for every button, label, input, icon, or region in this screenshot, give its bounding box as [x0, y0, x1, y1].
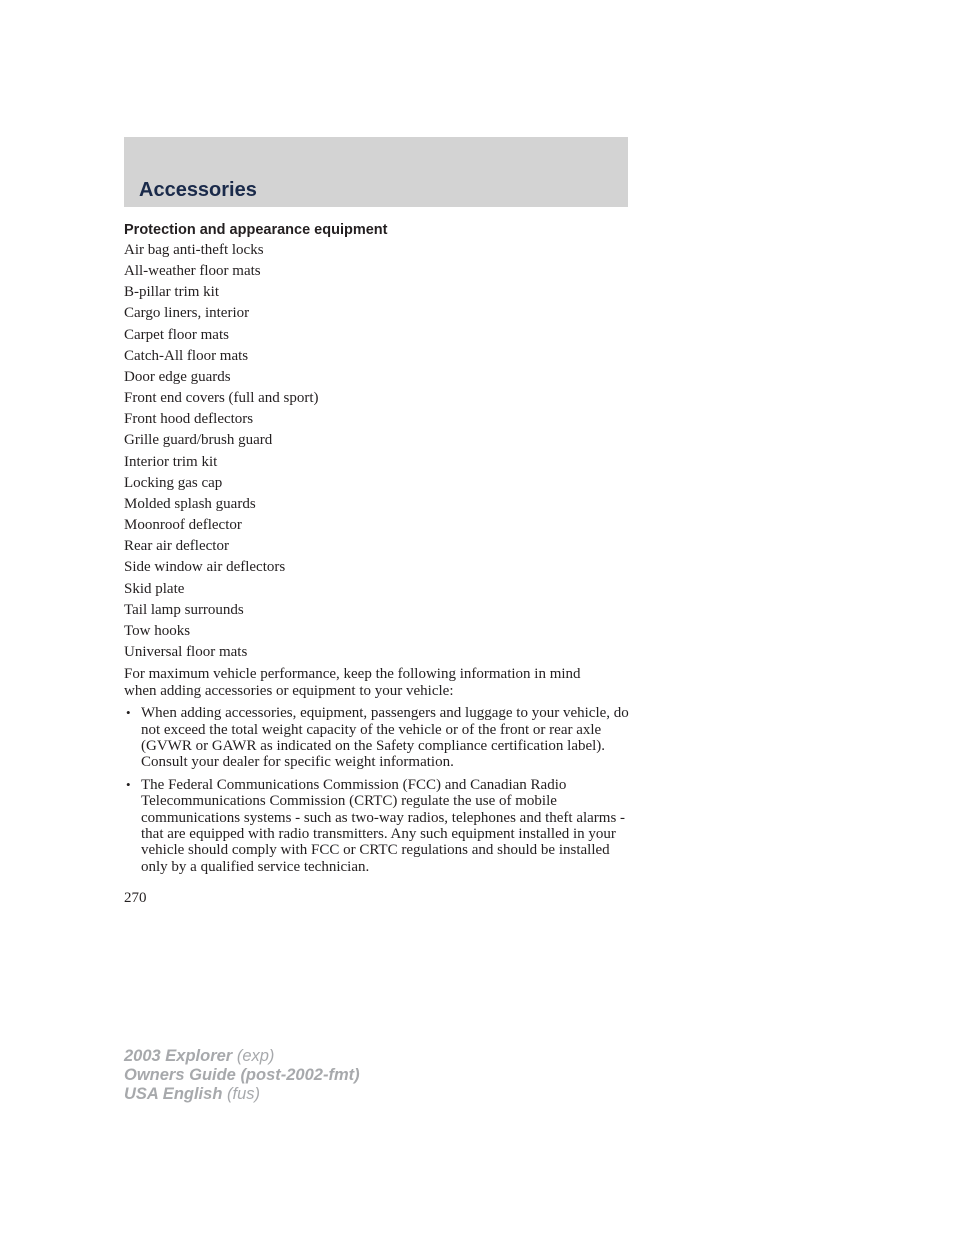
list-item: All-weather floor mats: [124, 263, 261, 280]
list-item: Skid plate: [124, 580, 185, 597]
footer-language: USA English: [124, 1085, 223, 1103]
bullet-text: The Federal Communications Commission (FCC) and Canadian Radio Telecommunications Commission (CRTC) regulate the use of mobile communications systems - such as two-way radios, telephones and theft alarms - that are equipped with radio transmitters. Any such equipment installed in your vehicle should comply with FCC or CRTC regulations and should be installed only by a qualified service technician.: [141, 776, 626, 875]
accessory-list: [124, 240, 628, 663]
list-item: Cargo liners, interior: [124, 305, 250, 322]
footer-model-code: (exp): [236, 1047, 275, 1065]
page-number: 270: [124, 890, 147, 907]
list-item: Universal floor mats: [124, 643, 248, 660]
list-item: Locking gas cap: [124, 474, 223, 491]
page-content: [124, 220, 628, 907]
list-item: Tail lamp surrounds: [124, 601, 244, 618]
footer-language-code: (fus): [227, 1085, 260, 1103]
bullet-list: [124, 705, 628, 875]
list-item: Tow hooks: [124, 622, 191, 639]
list-item: Front hood deflectors: [124, 411, 254, 428]
section-heading: Protection and appearance equipment: [124, 222, 388, 238]
list-item: B-pillar trim kit: [124, 284, 219, 301]
bullet-item: [124, 777, 631, 875]
section-header-band: [124, 137, 628, 207]
footer-line-1: [124, 1047, 360, 1066]
bullet-item: [124, 705, 631, 771]
list-item: Carpet floor mats: [124, 326, 229, 343]
intro-paragraph: For maximum vehicle performance, keep the following information in mind when adding accessories or equipment to your vehicle:: [124, 666, 581, 699]
list-item: Interior trim kit: [124, 453, 218, 470]
list-item: Moonroof deflector: [124, 517, 242, 534]
bullet-text: When adding accessories, equipment, passengers and luggage to your vehicle, do not exceed the total weight capacity of the vehicle or of the front or rear axle (GVWR or GAWR as indicated on the Safety compliance certification label). Consult your dealer for specific weight information.: [141, 705, 629, 771]
list-item: Grille guard/brush guard: [124, 432, 273, 449]
footer-model: 2003 Explorer: [124, 1047, 233, 1065]
footer-line-2: [124, 1066, 360, 1085]
list-item: Front end covers (full and sport): [124, 390, 319, 407]
list-item: Rear air deflector: [124, 538, 229, 555]
footer-guide: Owners Guide (post-2002-fmt): [124, 1066, 360, 1084]
list-item: Door edge guards: [124, 368, 231, 385]
list-item: Catch-All floor mats: [124, 347, 249, 364]
bullet-icon: •: [126, 705, 131, 721]
page-title: Accessories: [139, 179, 257, 201]
footer-line-3: [124, 1085, 360, 1104]
document-footer: [124, 1047, 360, 1104]
list-item: Molded splash guards: [124, 495, 256, 512]
list-item: Air bag anti-theft locks: [124, 242, 264, 258]
bullet-icon: •: [126, 776, 131, 792]
list-item: Side window air deflectors: [124, 559, 286, 576]
